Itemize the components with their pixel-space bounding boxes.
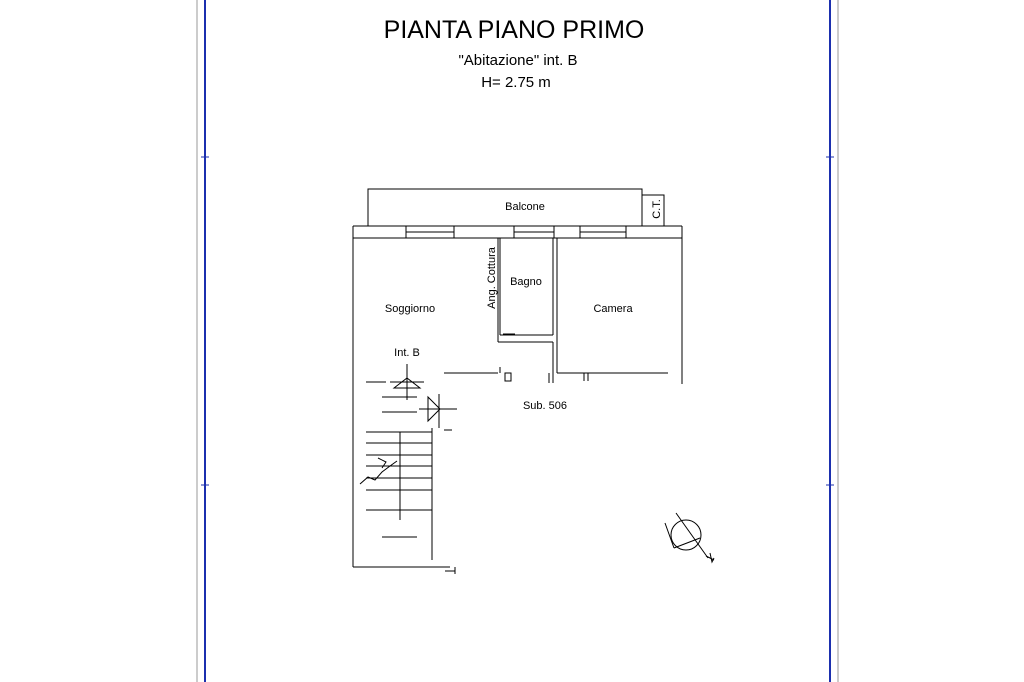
room-label-soggiorno: Soggiorno bbox=[384, 303, 436, 315]
unit-label: Int. B bbox=[394, 347, 420, 359]
room-labels bbox=[385, 199, 663, 412]
height-note: H= 2.75 m bbox=[481, 74, 551, 91]
interior-walls bbox=[444, 238, 668, 383]
entrance-door bbox=[366, 364, 457, 430]
sheet-frame bbox=[197, 0, 838, 682]
room-label-balcone: Balcone bbox=[505, 201, 545, 213]
room-label-camera: Camera bbox=[593, 303, 633, 315]
subalterno-label: Sub. 506 bbox=[522, 400, 568, 412]
page-subtitle: "Abitazione" int. B bbox=[458, 52, 578, 69]
floor-plan bbox=[353, 189, 714, 574]
staircase bbox=[360, 428, 432, 560]
room-label-bagno: Bagno bbox=[510, 276, 542, 288]
page-title: PIANTA PIANO PRIMO bbox=[383, 16, 645, 44]
windows bbox=[406, 226, 626, 238]
room-label-ct: C.T. bbox=[651, 199, 663, 219]
room-label-angolo-cottura: Ang. Cottura bbox=[486, 247, 498, 309]
north-arrow-icon bbox=[665, 513, 714, 562]
